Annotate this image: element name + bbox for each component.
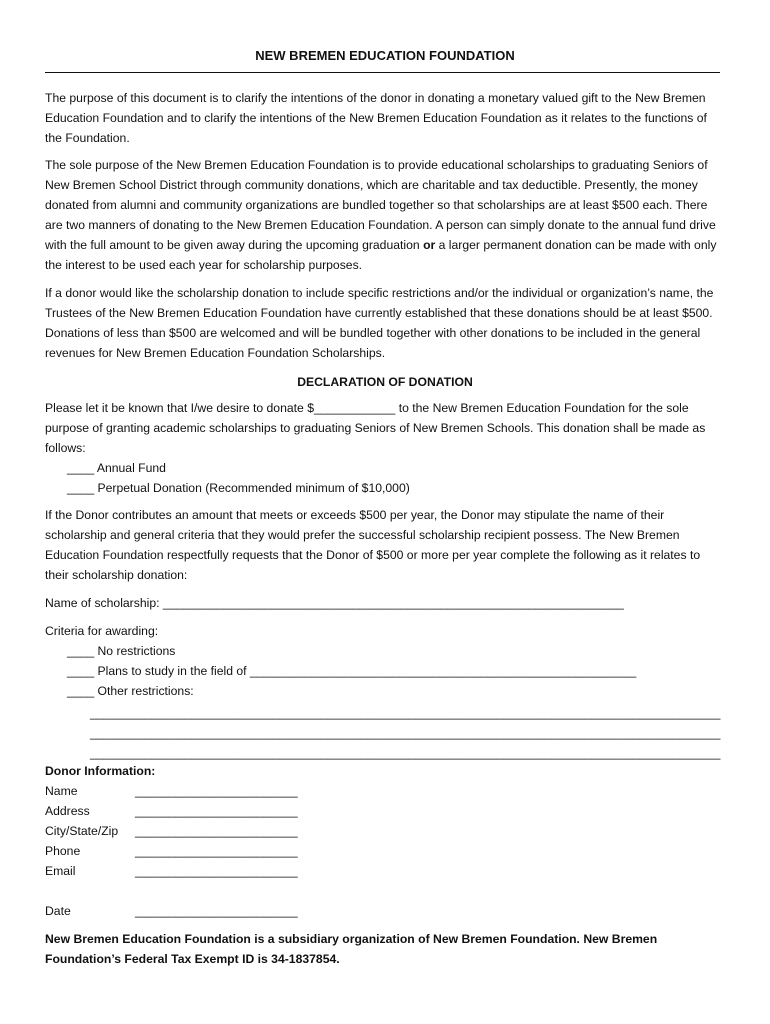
criteria-field-of-study: ____ Plans to study in the field of _________________________________________________________	[67, 664, 637, 678]
donor-field-label: City/State/Zip	[45, 824, 119, 838]
donor-info-heading: Donor Information:	[45, 764, 156, 778]
title-rule	[45, 72, 720, 73]
restrictions-paragraph: If a donor would like the scholarship donation to include specific restrictions and/or the individual or organization’s name, the Trustees of the New Bremen Education Foundation have currently established that these donations should be at least $500. Donations of less than $500 are welcomed and will be bundled together with other donations to be included in the general revenues for New Bremen Education Foundation Scholarships.	[45, 286, 714, 360]
donor-field-city-state-zip	[45, 821, 445, 841]
donor-contribution-paragraph: If the Donor contributes an amount that meets or exceeds $500 per year, the Donor may stipulate the name of their scholarship and general criteria that they would prefer the successful scholarship recipient possess. The New Bremen Education Foundation respectfully requests that the Donor of $500 or more per year complete the following as it relates to their scholarship donation:	[45, 508, 701, 582]
declaration-heading: DECLARATION OF DONATION	[297, 375, 473, 389]
sole-purpose-text-a: The sole purpose of the New Bremen Education Foundation is to provide educational scholarships to graduating Seniors of New Bremen School District through community donations, which are charitable and tax deductible. Presently, the money donated from alumni and community organizations are bundled together so that scholarships are at least $500 each. There are two manners of donating to the New Bremen Education Foundation. A person can simply donate to the annual fund drive with the full amount to be given away during the upcoming graduation	[45, 158, 716, 252]
criteria-other-restrictions: ____ Other restrictions:	[67, 684, 194, 698]
donor-field-blank: ________________________	[135, 824, 298, 838]
date-label: Date	[45, 904, 71, 918]
sole-purpose-or: or	[423, 238, 436, 252]
restriction-line-2: _____________________________________________________________________________________________	[90, 726, 721, 740]
donor-field-blank: ________________________	[135, 784, 298, 798]
sole-purpose-paragraph	[45, 155, 725, 275]
donor-field-blank: ________________________	[135, 864, 298, 878]
donor-field-email	[45, 861, 445, 881]
donor-field-label: Phone	[45, 844, 81, 858]
option-annual-fund: ____ Annual Fund	[67, 461, 166, 475]
sole-purpose-text-b: a larger permanent donation can be made with only the interest to be used each year for scholarship purposes.	[45, 238, 717, 272]
criteria-no-restrictions: ____ No restrictions	[67, 644, 176, 658]
restriction-line-1: _____________________________________________________________________________________________	[90, 706, 721, 720]
option-perpetual-donation: ____ Perpetual Donation (Recommended minimum of $10,000)	[67, 481, 410, 495]
donor-field-name	[45, 781, 445, 801]
purpose-paragraph: The purpose of this document is to clarify the intentions of the donor in donating a monetary valued gift to the New Bremen Education Foundation and to clarify the intentions of the New Bremen Education Foundation as it relates to the functions of the Foundation.	[45, 91, 707, 145]
donor-field-label: Email	[45, 864, 76, 878]
donor-field-phone	[45, 841, 445, 861]
date-blank: ________________________	[135, 904, 298, 918]
date-field	[45, 901, 445, 921]
footer-tax-statement: New Bremen Education Foundation is a subsidiary organization of New Bremen Foundation. New Bremen Foundation’s Federal Tax Exempt ID is 34-1837854.	[45, 932, 658, 966]
donor-field-blank: ________________________	[135, 804, 298, 818]
donor-field-blank: ________________________	[135, 844, 298, 858]
donor-field-label: Address	[45, 804, 90, 818]
donor-field-label: Name	[45, 784, 78, 798]
scholarship-name-field: Name of scholarship: ____________________________________________________________________	[45, 596, 624, 610]
donor-field-address	[45, 801, 445, 821]
document-title: NEW BREMEN EDUCATION FOUNDATION	[255, 48, 515, 63]
declaration-text: Please let it be known that I/we desire to donate $____________ to the New Bremen Education Foundation for the sole purpose of granting academic scholarships to graduating Seniors of New Bremen Schools. This donation shall be made as follows:	[45, 401, 706, 455]
restriction-line-3: _____________________________________________________________________________________________	[90, 746, 721, 760]
criteria-label: Criteria for awarding:	[45, 624, 159, 638]
